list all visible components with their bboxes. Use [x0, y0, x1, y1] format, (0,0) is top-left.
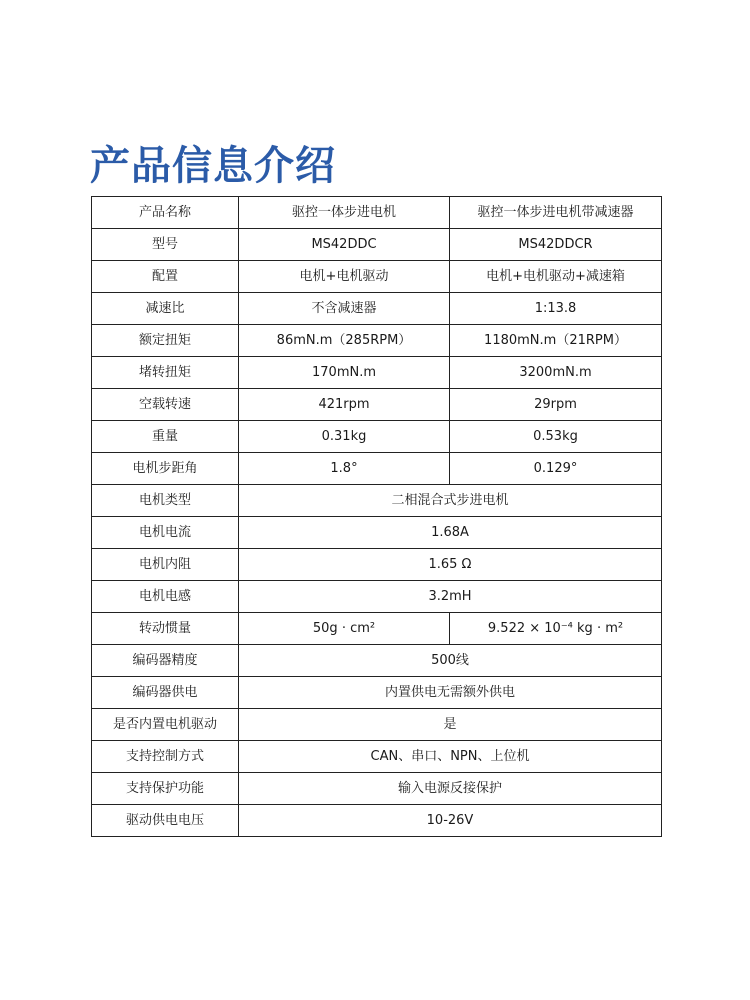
cell-value: 1.68A [239, 517, 662, 549]
table-row [92, 741, 662, 773]
row-label: 型号 [92, 229, 239, 261]
cell-value: 3200mN.m [450, 357, 662, 389]
cell-value: 421rpm [239, 389, 450, 421]
cell-value: 0.31kg [239, 421, 450, 453]
cell-value: 驱控一体步进电机 [239, 197, 450, 229]
table-row [92, 709, 662, 741]
cell-value: 电机+电机驱动+减速箱 [450, 261, 662, 293]
row-label: 驱动供电电压 [92, 805, 239, 837]
table-row [92, 613, 662, 645]
row-label: 额定扭矩 [92, 325, 239, 357]
row-label: 是否内置电机驱动 [92, 709, 239, 741]
table-row [92, 357, 662, 389]
cell-value: 50g · cm² [239, 613, 450, 645]
table-row [92, 549, 662, 581]
cell-value: 3.2mH [239, 581, 662, 613]
row-label: 电机类型 [92, 485, 239, 517]
cell-value: 1.65 Ω [239, 549, 662, 581]
cell-value: 0.53kg [450, 421, 662, 453]
table-row [92, 645, 662, 677]
cell-value: 不含减速器 [239, 293, 450, 325]
cell-value: 内置供电无需额外供电 [239, 677, 662, 709]
spec-table [91, 196, 662, 837]
table-row [92, 421, 662, 453]
row-label: 支持保护功能 [92, 773, 239, 805]
cell-value: MS42DDCR [450, 229, 662, 261]
table-row [92, 677, 662, 709]
cell-value: 1:13.8 [450, 293, 662, 325]
row-label: 堵转扭矩 [92, 357, 239, 389]
table-row [92, 773, 662, 805]
table-row [92, 517, 662, 549]
cell-value: 0.129° [450, 453, 662, 485]
row-label: 配置 [92, 261, 239, 293]
cell-value: 1.8° [239, 453, 450, 485]
cell-value: MS42DDC [239, 229, 450, 261]
cell-value: 500线 [239, 645, 662, 677]
row-label: 支持控制方式 [92, 741, 239, 773]
cell-value: 输入电源反接保护 [239, 773, 662, 805]
table-row [92, 389, 662, 421]
table-row [92, 325, 662, 357]
cell-value: 170mN.m [239, 357, 450, 389]
row-label: 重量 [92, 421, 239, 453]
row-label: 空载转速 [92, 389, 239, 421]
table-row [92, 453, 662, 485]
cell-value: 二相混合式步进电机 [239, 485, 662, 517]
row-label: 电机电流 [92, 517, 239, 549]
cell-value: 是 [239, 709, 662, 741]
table-row [92, 229, 662, 261]
row-label: 电机步距角 [92, 453, 239, 485]
cell-value: 86mN.m（285RPM） [239, 325, 450, 357]
cell-value: 1180mN.m（21RPM） [450, 325, 662, 357]
row-label: 转动惯量 [92, 613, 239, 645]
table-row [92, 805, 662, 837]
cell-value: 29rpm [450, 389, 662, 421]
table-row [92, 197, 662, 229]
table-row [92, 485, 662, 517]
table-row [92, 261, 662, 293]
cell-value: 驱控一体步进电机带减速器 [450, 197, 662, 229]
page-title: 产品信息介绍 [90, 143, 336, 189]
row-label: 编码器供电 [92, 677, 239, 709]
row-label: 电机内阻 [92, 549, 239, 581]
row-label: 减速比 [92, 293, 239, 325]
table-row [92, 293, 662, 325]
cell-value: 9.522 × 10⁻⁴ kg · m² [450, 613, 662, 645]
cell-value: 电机+电机驱动 [239, 261, 450, 293]
cell-value: CAN、串口、NPN、上位机 [239, 741, 662, 773]
row-label: 电机电感 [92, 581, 239, 613]
row-label: 产品名称 [92, 197, 239, 229]
table-row [92, 581, 662, 613]
cell-value: 10-26V [239, 805, 662, 837]
row-label: 编码器精度 [92, 645, 239, 677]
spec-table-body [92, 197, 662, 837]
